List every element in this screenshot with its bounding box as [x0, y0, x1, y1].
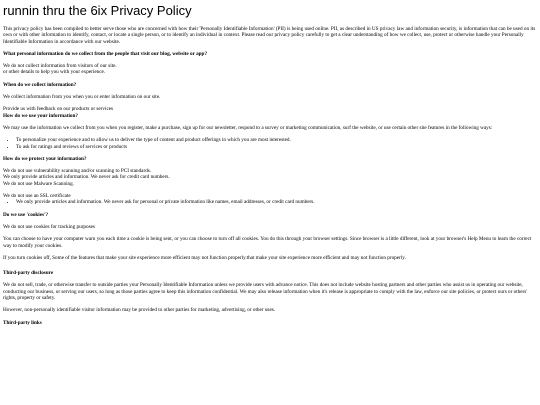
heading-protect-info: How do we protect your information?	[3, 155, 87, 162]
collect-when-feedback: Provide us with feedback on our products or services	[3, 106, 114, 113]
heading-collect-when: When do we collect information?	[3, 81, 77, 88]
page-title: runnin thru the 6ix Privacy Policy	[3, 3, 192, 18]
protect-line-2: We only provide articles and information. We never ask for credit card numbers.	[3, 174, 170, 181]
collect-when-text: We collect information from you when you or enter information on our site.	[3, 94, 161, 101]
heading-use-info: How do we use your information?	[3, 112, 78, 119]
heading-cookies: Do we use 'cookies'?	[3, 211, 49, 218]
cookies-off-text: If you turn cookies off, Some of the features that make your site experience more efficient may not function properly.that make your site experience more efficient and may not function properly.	[3, 254, 406, 261]
use-info-list	[3, 137, 537, 150]
protect-line-3: We do not use Malware Scanning.	[3, 180, 75, 187]
use-info-text: We may use the information we collect from you when you register, make a purchase, sign up for our newsletter, respond to a survey or marketing communication, surf the website, or use certain other site features in the following ways:	[3, 124, 493, 131]
cookies-browser-text: You can choose to have your computer warn you each time a cookie is being sent, or you can choose to turn off all cookies. You do this through your browser settings. Since browser is a little different, look at your browser's Help Menu to learn the correct way to modify your cookies.	[3, 236, 532, 249]
collect-what-line-2: or other details to help you with your experience.	[3, 69, 106, 76]
cookies-text: We do not use cookies for tracking purposes	[3, 223, 95, 230]
heading-collect-what: What personal information do we collect from the people that visit our blog, website or app?	[3, 50, 208, 57]
intro-paragraph: This privacy policy has been compiled to better serve those who are concerned with how their 'Personally Identifiable Information' (PII) is being used online. PII, as described in US privacy law and information security, is information that can be used on its own or with other information to identify, contact, or locate a single person, or to identify an individual in context. Please read our privacy policy carefully to get a clear understanding of how we collect, use, protect or otherwise handle your Personally Identifiable Information in accordance with our website.	[3, 26, 536, 45]
list-item: • We only provide articles and information. We never ask for personal or private information like names, email addresses, or credit card numbers.	[16, 199, 537, 205]
ssl-line: We do not use an SSL certificate	[3, 193, 71, 200]
heading-third-party: Third-party disclosure	[3, 270, 54, 277]
list-item: • To personalize your experience and to allow us to deliver the type of content and product offerings in which you are most interested.	[16, 137, 537, 143]
collect-what-line-1: We do not collect information from visitors of our site.	[3, 63, 117, 70]
heading-third-party-links: Third-party links	[3, 319, 42, 326]
third-party-nonpii-text: However, non-personally identifiable visitor information may be provided to other parties for marketing, advertising, or other uses.	[3, 307, 276, 314]
third-party-text: We do not sell, trade, or otherwise transfer to outside parties your Personally Identifiable Information unless we provide users with advance notice. This does not include website hosting partners and other parties who assist us in operating our website, conducting our business, or serving our users, so long as those parties agree to keep this information confidential. We may also release information when it's release is appropriate to comply with the law, enforce our site policies, or protect ours or others' rights, property or safety.	[3, 282, 528, 302]
protect-line-1: We do not use vulnerability scanning and/or scanning to PCI standards.	[3, 168, 152, 175]
list-item: • To ask for ratings and reviews of services or products	[16, 144, 537, 150]
